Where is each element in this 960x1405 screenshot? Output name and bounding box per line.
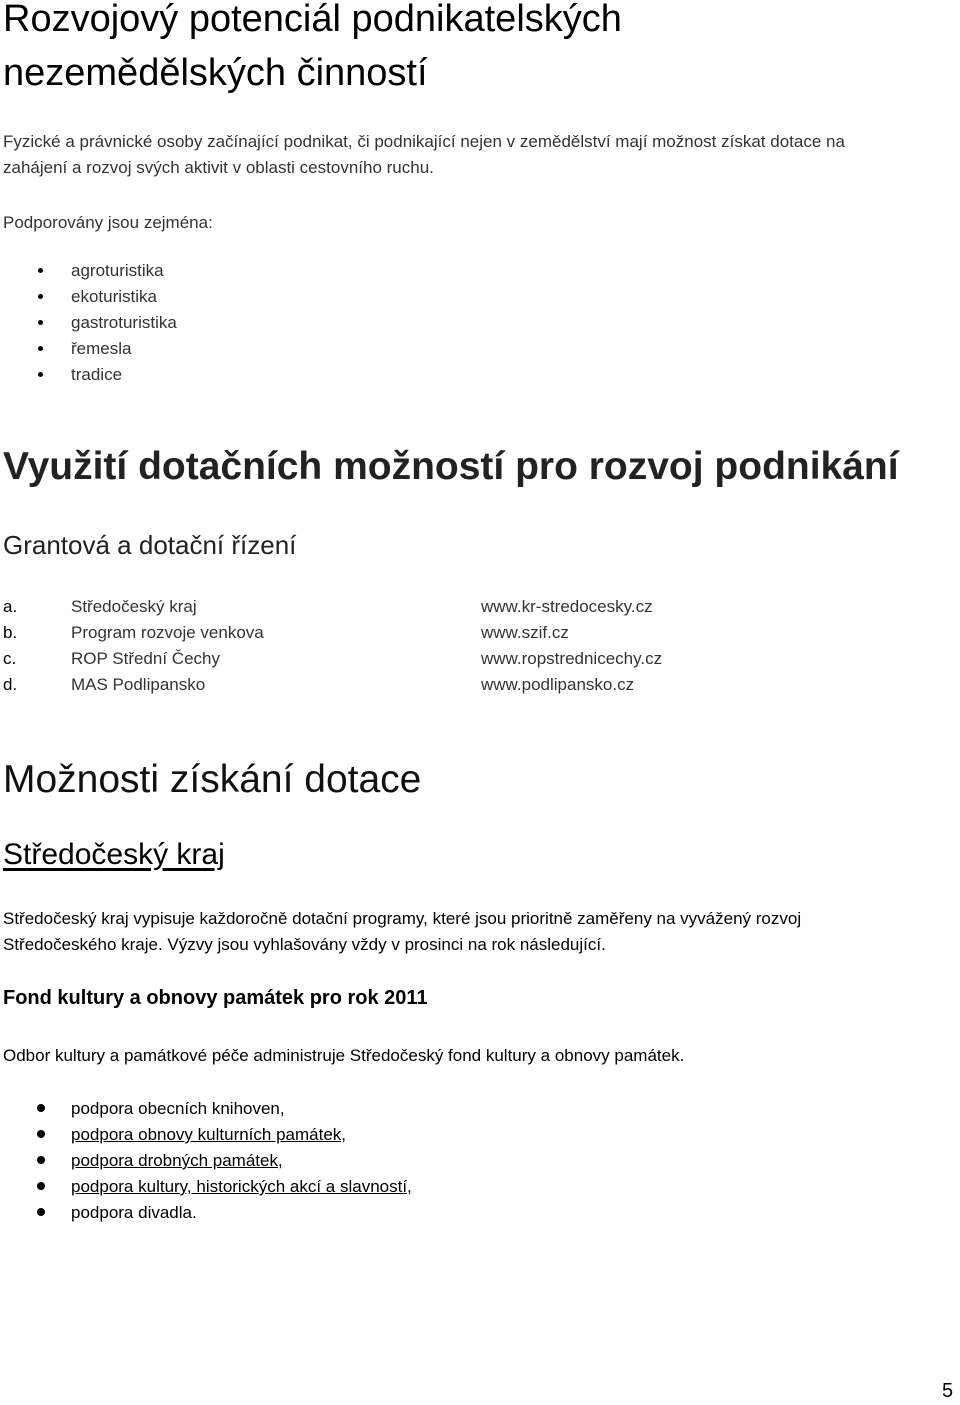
section-text-line2: Středočeského kraje. Výzvy jsou vyhlašovány vždy v prosinci na rok následující. xyxy=(3,935,606,954)
list-item: řemesla xyxy=(71,339,132,358)
grant-url[interactable]: www.szif.cz xyxy=(481,623,569,642)
bullet-icon xyxy=(37,1208,45,1216)
list-item: ekoturistika xyxy=(71,287,157,306)
grant-name: MAS Podlipansko xyxy=(71,675,206,694)
list-item: tradice xyxy=(71,365,123,384)
list-item[interactable]: podpora obnovy kulturních památek, xyxy=(71,1125,347,1144)
page-number: 5 xyxy=(942,1380,954,1402)
bullet-icon xyxy=(37,1182,45,1190)
grant-name: Středočeský kraj xyxy=(71,597,197,616)
grant-url[interactable]: www.podlipansko.cz xyxy=(481,675,635,694)
page-title-line1: Rozvojový potenciál podnikatelských xyxy=(3,0,622,40)
bullet-icon xyxy=(38,294,43,299)
bullet-icon xyxy=(38,268,43,273)
bullet-icon xyxy=(37,1156,45,1164)
page-title-line2: nezemědělských činností xyxy=(3,52,428,94)
bullet-icon xyxy=(37,1104,45,1112)
grant-name: Program rozvoje venkova xyxy=(71,623,264,642)
grant-url[interactable]: www.ropstrednicechy.cz xyxy=(481,649,663,668)
grant-name: ROP Střední Čechy xyxy=(71,649,220,668)
list-item[interactable]: podpora drobných památek, xyxy=(71,1151,283,1170)
bullet-icon xyxy=(38,320,43,325)
list-item: agroturistika xyxy=(71,261,164,280)
list-item: podpora obecních knihoven, xyxy=(71,1099,285,1118)
list-marker: d. xyxy=(3,675,18,694)
list-marker: a. xyxy=(3,597,18,616)
list-item: gastroturistika xyxy=(71,313,177,332)
section-subtitle: Grantová a dotační řízení xyxy=(3,530,297,560)
section-title: Možnosti získání dotace xyxy=(3,758,422,801)
supported-label: Podporovány jsou zejména: xyxy=(3,213,213,232)
section-subtitle: Středočeský kraj xyxy=(3,838,225,871)
bullet-icon xyxy=(38,346,43,351)
section-title: Využití dotačních možností pro rozvoj podnikání xyxy=(3,445,899,488)
intro-line2: zahájení a rozvoj svých aktivit v oblasti cestovního ruchu. xyxy=(3,158,434,177)
bullet-icon xyxy=(37,1130,45,1138)
bullet-icon xyxy=(38,372,43,377)
fund-text: Odbor kultury a památkové péče administruje Středočeský fond kultury a obnovy památek. xyxy=(3,1046,685,1065)
list-marker: c. xyxy=(3,649,17,668)
list-item[interactable]: podpora kultury, historických akcí a slavností, xyxy=(71,1177,412,1196)
fund-title: Fond kultury a obnovy památek pro rok 2011 xyxy=(3,987,428,1009)
grant-url[interactable]: www.kr-stredocesky.cz xyxy=(481,597,653,616)
list-marker: b. xyxy=(3,623,18,642)
list-item: podpora divadla. xyxy=(71,1203,197,1222)
intro-line1: Fyzické a právnické osoby začínající podnikat, či podnikající nejen v zemědělství mají možnost získat dotace na xyxy=(3,132,845,151)
section-text-line1: Středočeský kraj vypisuje každoročně dotační programy, které jsou prioritně zaměřeny na vyvážený rozvoj xyxy=(3,909,802,928)
